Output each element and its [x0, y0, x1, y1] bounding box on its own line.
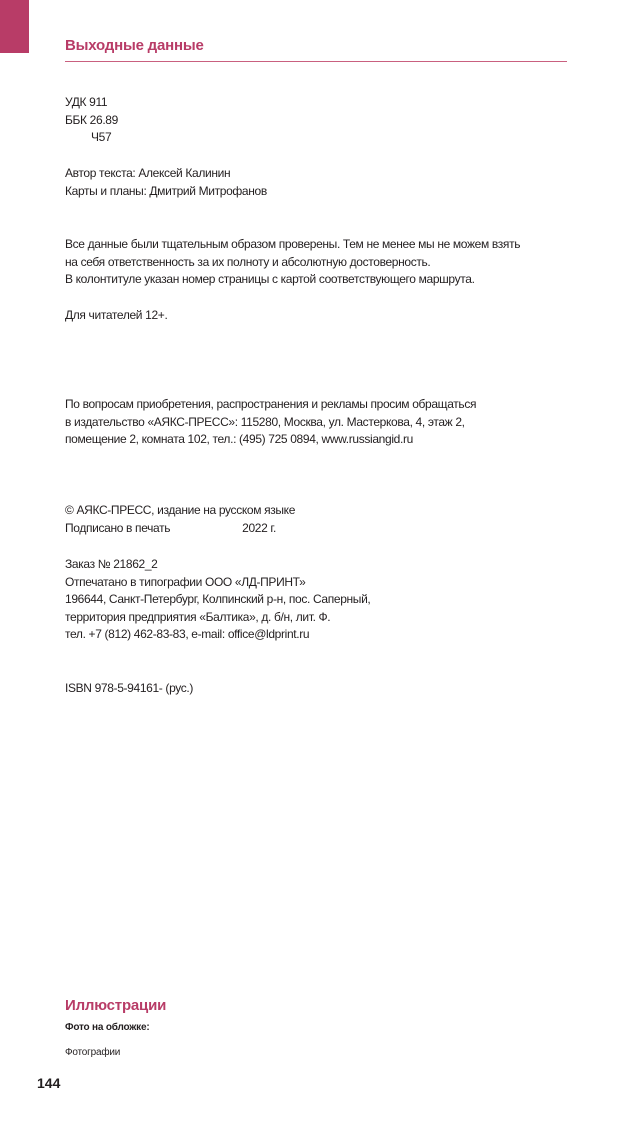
udk-code: УДК 911	[65, 95, 108, 109]
cover-photo-label: Фото на обложке:	[65, 1022, 150, 1033]
signed-year: 2022 г.	[242, 520, 276, 535]
author-code: Ч57	[91, 130, 112, 144]
contact-line: помещение 2, комната 102, тел.: (495) 725 0894, www.russiangid.ru	[65, 432, 413, 446]
signed-label: Подписано в печать	[65, 520, 171, 535]
page-number: 144	[37, 1075, 61, 1091]
classification-block	[65, 94, 118, 147]
contact-line: в издательство «АЯКС-ПРЕСС»: 115280, Москва, ул. Мастеркова, 4, этаж 2,	[65, 414, 465, 429]
disclaimer-line: Все данные были тщательным образом проверены. Тем не менее мы не можем взять	[65, 237, 521, 251]
illustrations-title: Иллюстрации	[65, 997, 167, 1014]
page-title: Выходные данные	[65, 37, 204, 54]
contact-line: По вопросам приобретения, распространения и рекламы просим обращаться	[65, 397, 477, 411]
order-number: Заказ № 21862_2	[65, 557, 158, 571]
bbk-code: ББК 26.89	[65, 112, 118, 127]
signed-line	[65, 520, 295, 538]
printer-name: Отпечатано в типографии ООО «ЛД-ПРИНТ»	[65, 574, 306, 589]
age-rating	[65, 307, 167, 325]
printer-phone: тел. +7 (812) 462-83-83, e-mail: office@ldprint.ru	[65, 627, 310, 641]
maps-credit: Карты и планы: Дмитрий Митрофанов	[65, 183, 267, 198]
print-block	[65, 556, 370, 644]
contact-block	[65, 396, 476, 449]
isbn-block	[65, 680, 193, 698]
disclaimer-block	[65, 236, 520, 289]
author-credit: Автор текста: Алексей Калинин	[65, 166, 231, 180]
section-tab-marker	[0, 0, 29, 53]
age-rating-text: Для читателей 12+.	[65, 308, 168, 322]
printer-address: территория предприятия «Балтика», д. б/н, лит. Ф.	[65, 609, 331, 624]
printer-address: 196644, Санкт-Петербург, Колпинский р-н, пос. Саперный,	[65, 592, 371, 606]
credits-block	[65, 165, 267, 200]
isbn: ISBN 978-5-94161- (рус.)	[65, 681, 194, 695]
imprint-block	[65, 502, 295, 537]
disclaimer-line: В колонтитуле указан номер страницы с картой соответствующего маршрута.	[65, 272, 475, 286]
disclaimer-line: на себя ответственность за их полноту и абсолютную достоверность.	[65, 254, 431, 269]
photos-label: Фотографии	[65, 1047, 121, 1058]
title-divider	[65, 61, 567, 62]
copyright-line: © АЯКС-ПРЕСС, издание на русском языке	[65, 503, 296, 517]
